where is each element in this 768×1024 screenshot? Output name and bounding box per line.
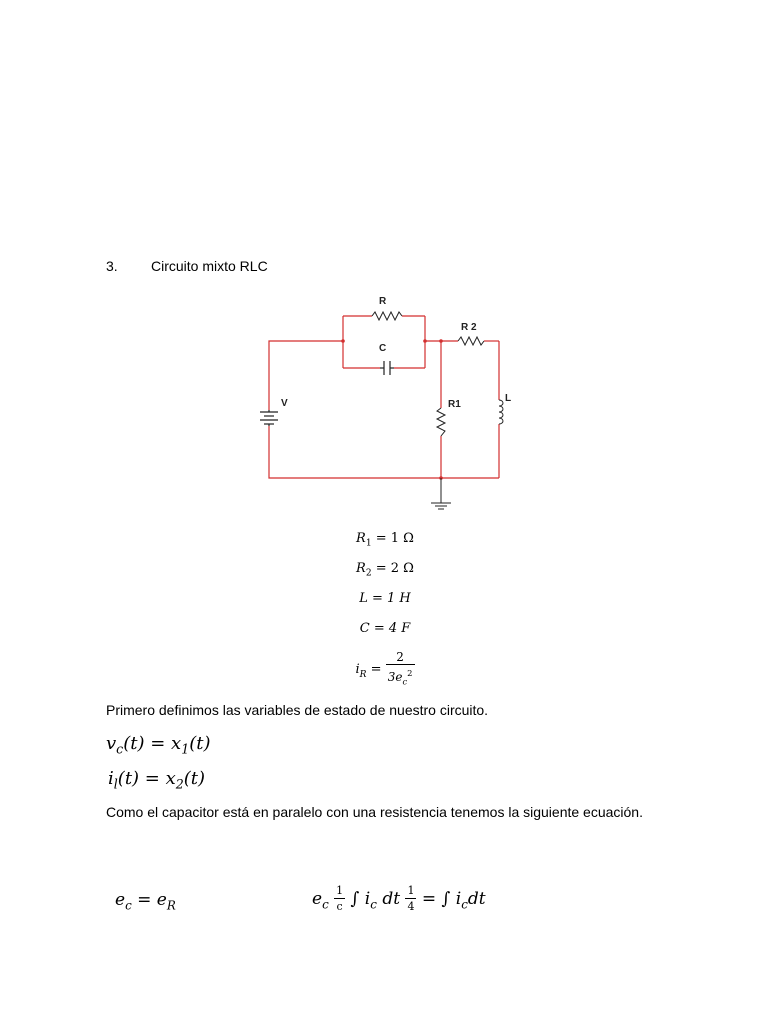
label-r1: R1 <box>448 399 461 410</box>
resistor-r-icon <box>372 312 402 320</box>
battery-v-icon <box>260 410 278 426</box>
ground-icon <box>431 478 451 509</box>
node-right <box>423 339 427 343</box>
inductor-l-icon <box>499 400 503 424</box>
eq-c: C = 4 F <box>359 621 411 636</box>
paragraph-state-variables: Primero definimos las variables de estado de nuestro circuito. <box>106 702 489 718</box>
label-c: C <box>379 343 387 354</box>
eq-ec-er: $e_c = e_R$ <box>115 890 176 913</box>
resistor-r1-icon <box>437 408 445 436</box>
eq-il: $i_l(t) = x_2(t)$ <box>108 768 206 792</box>
wire-bottom <box>269 426 499 478</box>
eq-r1: $R_1 = 1$ Ω <box>356 531 414 549</box>
eq-l: L = 1 H <box>359 591 411 606</box>
capacitor-c-icon <box>380 361 394 375</box>
resistor-r2-icon <box>458 337 484 345</box>
eq-ir: $i_R$ = $\frac{2}{3e_c^2}$ <box>300 650 470 689</box>
section-number: 3. <box>106 258 118 274</box>
node-r1-top <box>439 339 443 343</box>
eq-r2: $R_2 = 2$ Ω <box>356 561 414 579</box>
node-left <box>341 339 345 343</box>
fraction-ir: $\frac{2}{3e_c^2}$ <box>387 650 413 687</box>
label-r: R <box>379 296 387 307</box>
label-l: L <box>505 393 512 404</box>
label-v: V <box>281 398 288 409</box>
rlc-circuit-diagram <box>250 288 520 516</box>
eq-ec-integral: $e_c$ $\frac{1}{c}$ ∫ $i_c$ dt $\frac{1}{4}$ = ∫ $i_cdt$ <box>312 884 486 913</box>
section-title: Circuito mixto RLC <box>151 258 268 274</box>
label-r2: R 2 <box>461 322 477 333</box>
eq-vc: $v_c(t) = x_1(t)$ <box>106 733 211 757</box>
paragraph-capacitor-parallel: Como el capacitor está en paralelo con una resistencia tenemos la siguiente ecuación. <box>106 804 643 820</box>
